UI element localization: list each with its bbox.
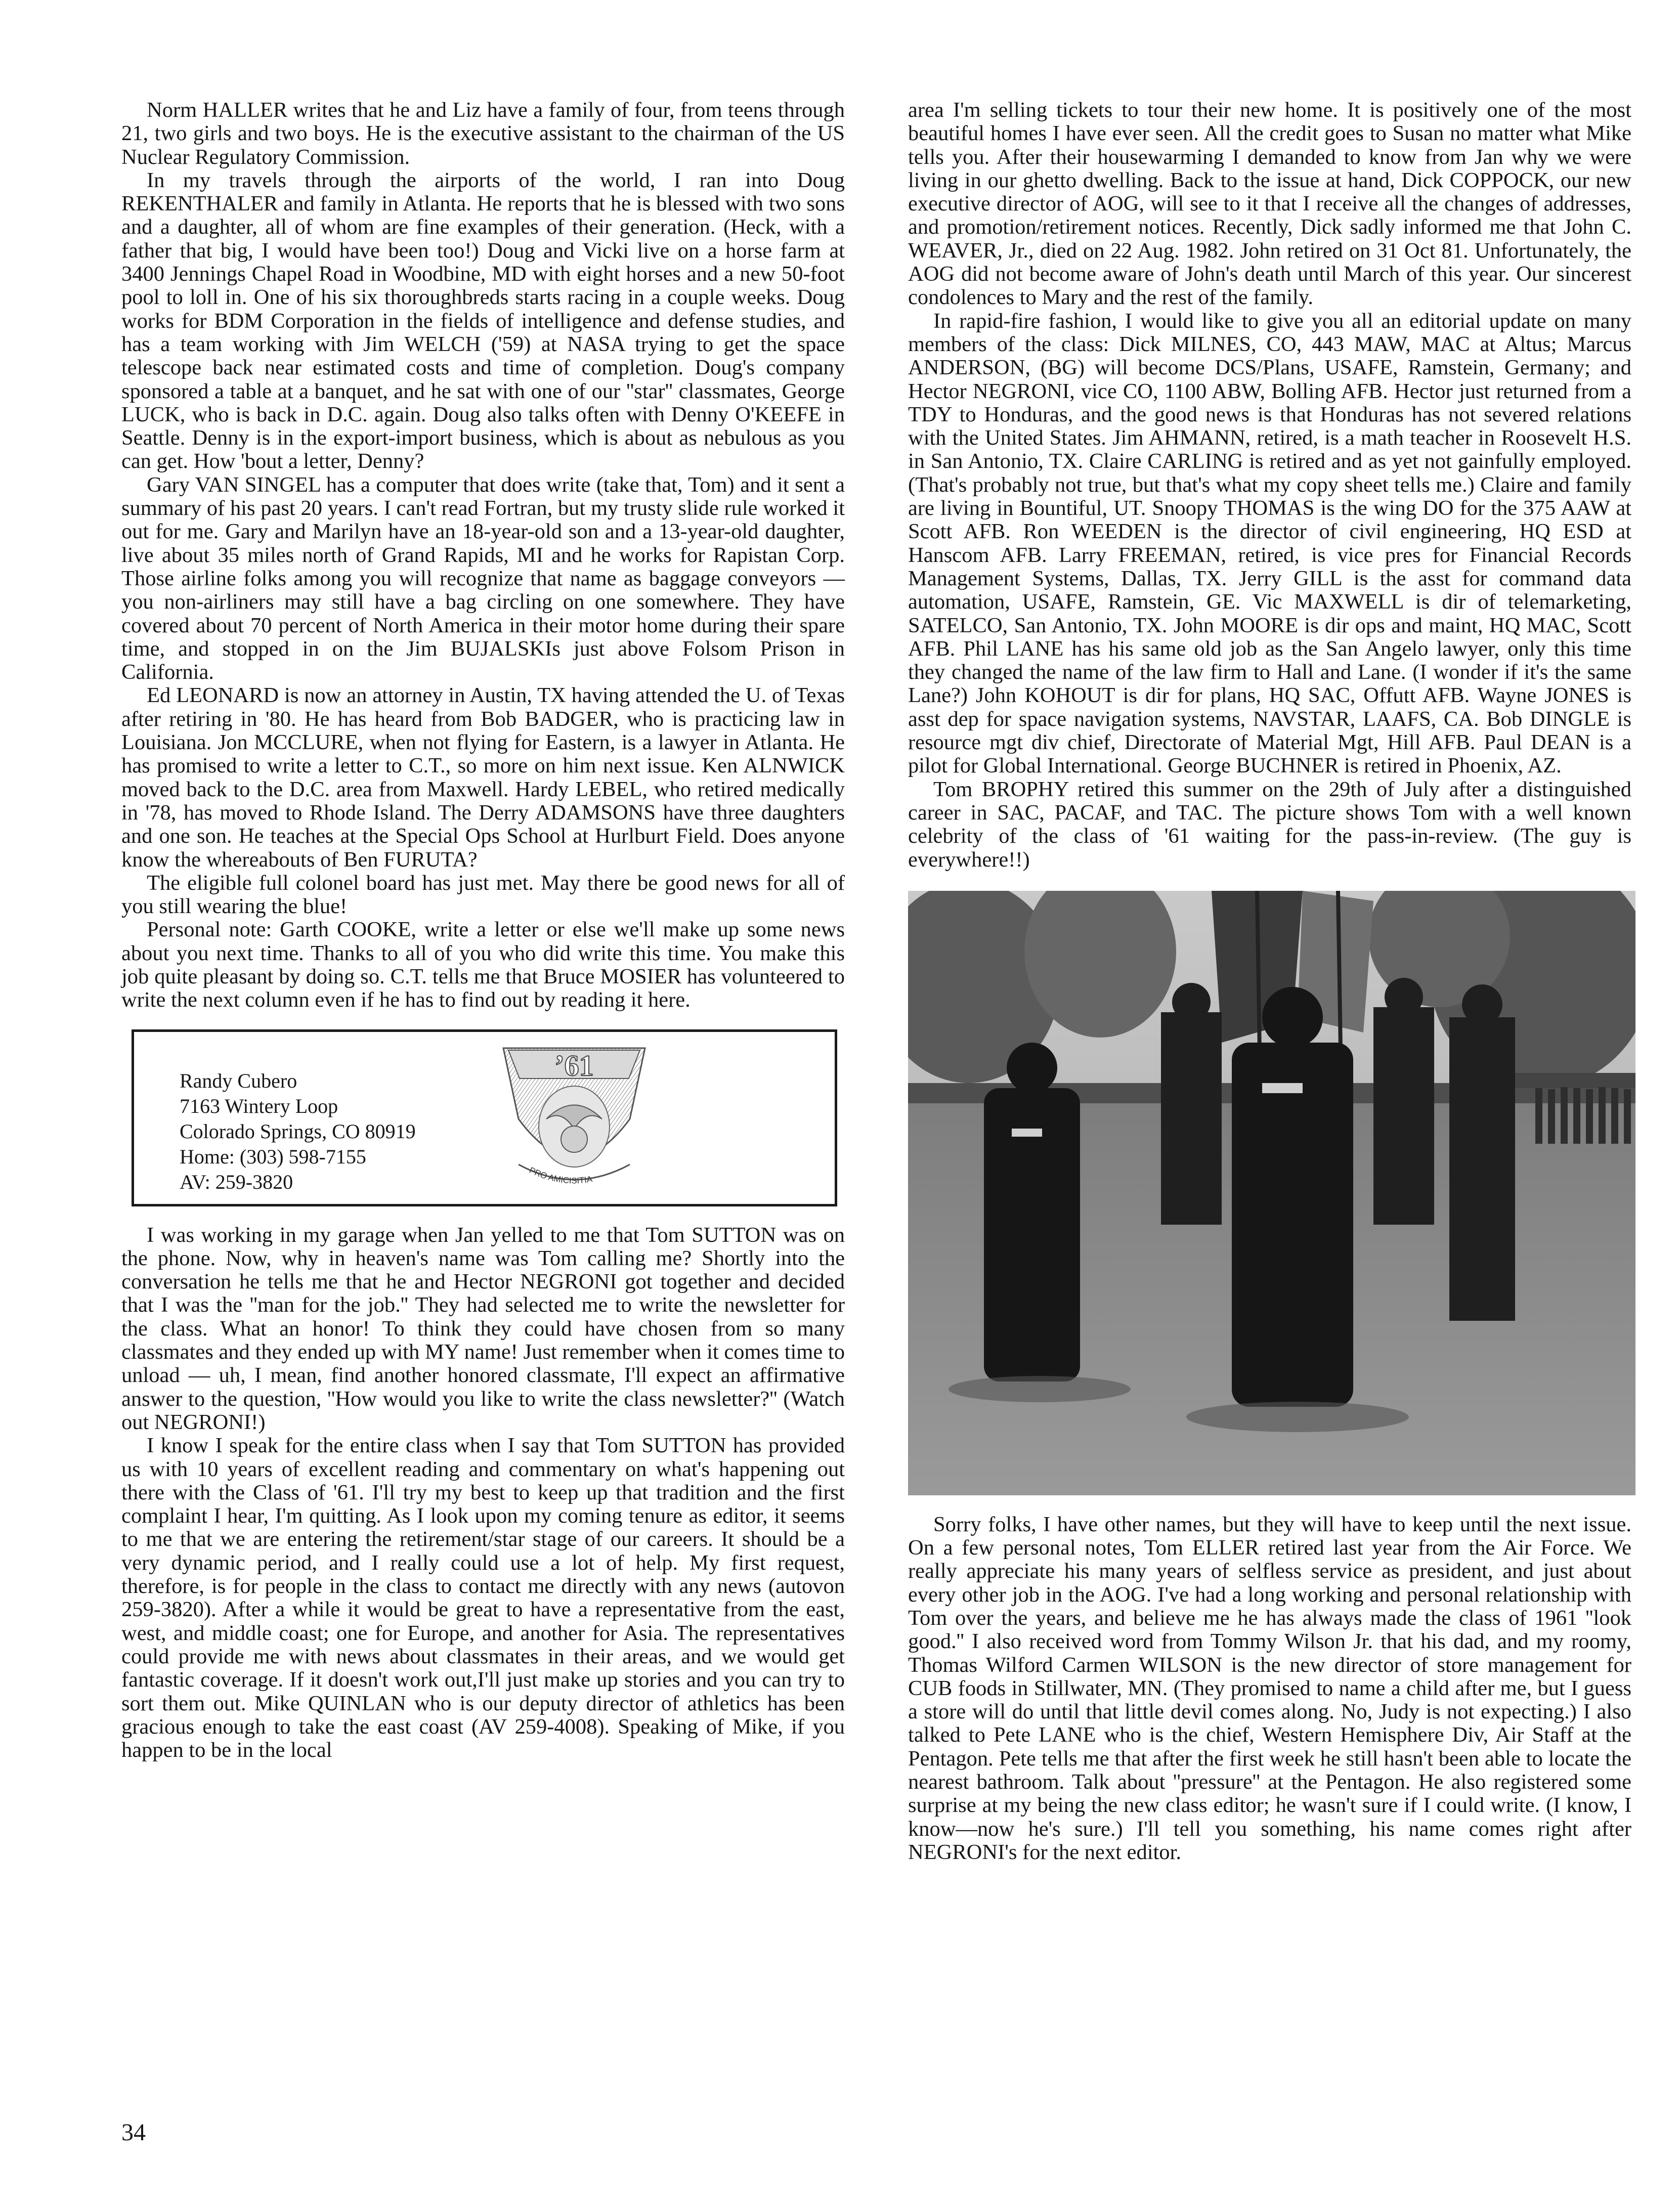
paragraph-leonard: Ed LEONARD is now an attorney in Austin, TX having attended the U. of Texas after retiring in '80. He has heard from Bob BADGER, who is practicing law in Louisiana. Jon MCCLURE, when not flying for Eastern, is a lawyer in Atlanta. He has promised to write a letter to C.T., so more on him next issue. Ken ALNWICK moved back to the D.C. area from Maxwell. Hardy LEBEL, who retired medically in '78, has moved to Rhode Island. The Derry ADAMSONS have three daughters and one son. He teaches at the Special Ops School at Hurlburt Field. Does anyone know the whereabouts of Ben FURUTA? [121, 683, 845, 872]
crest-motto: PRO AMICISITIA [528, 1165, 593, 1186]
contact-city: Colorado Springs, CO 80919 [180, 1119, 416, 1143]
paragraph-sorry-folks: Sorry folks, I have other names, but they will have to keep until the next issue. On a few personal notes, Tom ELLER retired last year from the Air Force. We really appreciate his many years of selfless service as president, and just about every other job in the AOG. I've had a long working and personal relationship with Tom over the years, and believe me he has always made the class of 1961 ''look good.'' I also received word from Tommy Wilson Jr. that his dad, and my roomy, Thomas Wilford Carmen WILSON is the new director of store management for CUB foods in Stillwater, MN. (They promised to name a child after me, but I guess a store will do until that little devil comes along. No, Judy is not expecting.) I also talked to Pete LANE who is the chief, Western Hemisphere Div, Air Staff at the Pentagon. Pete tells me that after the first week he still hasn't been able to locate the nearest bathroom. Talk about ''pressure'' at the Pentagon. He also registered some surprise at my being the new class editor; he wasn't sure if I could write. (I know, I know—now he's sure.) I'll tell you something, his name comes right after NEGRONI's for the next editor. [908, 1512, 1631, 1864]
contact-box [132, 1029, 837, 1206]
contact-name: Randy Cubero [180, 1069, 297, 1092]
paragraph-haller: Norm HALLER writes that he and Liz have a family of four, from teens through 21, two girls and two boys. He is the executive assistant to the chairman of the US Nuclear Regulatory Commission. [121, 98, 845, 169]
svg-text:PRO AMICISITIA [528, 1165, 593, 1185]
paragraph-rapid-fire: In rapid-fire fashion, I would like to give you all an editorial update on many members of the class: Dick MILNES, CO, 443 MAW, MAC at Altus; Marcus ANDERSON, (BG) will become DCS/Plans, USAFE, Ramstein, Germany; and Hector NEGRONI, vice CO, 1100 ABW, Bolling AFB. Hector just returned from a TDY to Honduras, and the good news is that Honduras has not severed relations with the United States. Jim AHMANN, retired, is a math teacher in Roosevelt H.S. in San Antonio, TX. Claire CARLING is retired and as yet not gainfully employed. (That's probably not true, but that's what my copy sheet tells me.) Claire and family are living in Bountiful, UT. Snoopy THOMAS is the wing DO for the 375 AAW at Scott AFB. Ron WEEDEN is the director of civil engineering, HQ ESD at Hanscom AFB. Larry FREEMAN, retired, is vice pres for Financial Records Management Systems, Dallas, TX. Jerry GILL is the asst for command data automation, USAFE, Ramstein, GE. Vic MAXWELL is dir of telemarketing, SATELCO, San Antonio, TX. John MOORE is dir ops and maint, HQ MAC, Scott AFB. Phil LANE has his same old job as the San Angelo lawyer, only this time they changed the name of the law firm to Hall and Lane. (I wonder if it's the same Lane?) John KOHOUT is dir for plans, HQ SAC, Offutt AFB. Wayne JONES is asst dep for space navigation systems, NAVSTAR, LAAFS, CA. Bob DINGLE is resource mgt div chief, Directorate of Material Mgt, Hill AFB. Paul DEAN is a pilot for Global International. George BUCHNER is retired in Phoenix, AZ. [908, 309, 1631, 778]
paragraph-colonel-board: The eligible full colonel board has just met. May there be good news for all of you still wearing the blue! [121, 871, 845, 919]
paragraph-personal-note: Personal note: Garth COOKE, write a letter or else we'll make up some news about you next time. Thanks to all of you who did write this time. You make this job quite pleasant by doing so. C.T. tells me that Bruce MOSIER has volunteered to write the next column even if he has to find out by reading it here. [121, 918, 845, 1012]
paragraph-garage: I was working in my garage when Jan yelled to me that Tom SUTTON was on the phone. Now, why in heaven's name was Tom calling me? Shortly into the conversation he tells me that he and Hector NEGRONI got together and decided that I was the ''man for the job.'' They had selected me to write the newsletter for the class. What an honor! To think they could have chosen from so many classmates and they ended up with MY name! Just remember when it comes time to unload — uh, I mean, find another honored classmate, I'll expect an affirmative answer to the question, ''How would you like to write the class newsletter?'' (Watch out NEGRONI!) [121, 1223, 845, 1434]
contact-address [180, 1068, 416, 1195]
paragraph-rekenthaler: In my travels through the airports of the world, I ran into Doug REKENTHALER and family in Atlanta. He reports that he is blessed with two sons and a daughter, all of whom are fine examples of their generation. (Heck, with a father that big, I would have been too!) Doug and Vicki live on a horse farm at 3400 Jennings Chapel Road in Woodbine, MD with eight horses and a new 50-foot pool to loll in. One of his six thoroughbreds starts racing in a couple weeks. Doug works for BDM Corporation in the fields of intelligence and defense studies, and has a team working with Jim WELCH ('59) at NASA trying to get the space telescope back near estimated costs and time of completion. Doug's company sponsored a table at a banquet, and he sat with one of our ''star'' classmates, George LUCK, who is back in D.C. again. Doug also talks often with Denny O'KEEFE in Seattle. Denny is in the export-import business, which is about as nebulous as you can get. How 'bout a letter, Denny? [121, 168, 845, 473]
paragraph-van-singel: Gary VAN SINGEL has a computer that does write (take that, Tom) and it sent a summary of his past 20 years. I can't read Fortran, but my trusty slide rule worked it out for me. Gary and Marilyn have an 18-year-old son and a 13-year-old daughter, live about 35 miles north of Grand Rapids, MI and he works for Rapistan Corp. Those airline folks among you will recognize that name as baggage conveyors — you non-airliners may still have a bag circling on one somewhere. They have covered about 70 percent of North America in their motor home during their spare time, and stopped in on the Jim BUJALSKIs just above Folsom Prison in California. [121, 472, 845, 684]
paragraph-sutton-tribute: I know I speak for the entire class when I say that Tom SUTTON has provided us with 10 years of excellent reading and commentary on what's happening out there with the Class of '61. I'll try my best to keep up that tradition and the first complaint I hear, I'm quitting. As I look upon my coming tenure as editor, it seems to me that we are entering the retirement/star stage of our careers. It should be a very dynamic period, and I really could use a lot of help. My first request, therefore, is for people in the class to contact me directly with any news (autovon 259-3820). After a while it would be great to have a representative from the east, west, and middle coast; one for Europe, and another for Asia. The representatives could provide me with news about classmates in their areas, and we would get fantastic coverage. If it doesn't work out,I'll just make up stories and you can try to sort them out. Mike QUINLAN who is our deputy director of athletics has been gracious enough to take the east coast (AV 259-4008). Speaking of Mike, if you happen to be in the local [121, 1434, 845, 1762]
contact-av-phone: AV: 259-3820 [180, 1170, 293, 1193]
class-crest-icon [493, 1043, 655, 1197]
paragraph-quinlan-home: area I'm selling tickets to tour their new home. It is positively one of the most beautiful homes I have ever seen. All the credit goes to Susan no matter what Mike tells you. After their housewarming I demanded to know from Jan why we were living in our ghetto dwelling. Back to the issue at hand, Dick COPPOCK, our new executive director of AOG, will see to it that I receive all the changes of addresses, and promotion/retirement notices. Recently, Dick sadly informed me that John C. WEAVER, Jr., died on 22 Aug. 1982. John retired on 31 Oct 81. Unfortunately, the AOG did not become aware of John's death until March of this year. Our sincerest condolences to Mary and the rest of the family. [908, 98, 1631, 310]
ceremony-photo [908, 891, 1635, 1495]
paragraph-brophy: Tom BROPHY retired this summer on the 29th of July after a distinguished career in SAC, PACAF, and TAC. The picture shows Tom with a well known celebrity of the class of '61 waiting for the pass-in-review. (The guy is everywhere!!) [908, 777, 1631, 872]
crest-numerals: ’61 [554, 1049, 594, 1082]
page-number: 34 [121, 2119, 146, 2146]
right-column [908, 99, 1631, 1864]
left-column [121, 99, 845, 1762]
contact-home-phone: Home: (303) 598-7155 [180, 1145, 366, 1168]
contact-street: 7163 Wintery Loop [180, 1094, 338, 1117]
